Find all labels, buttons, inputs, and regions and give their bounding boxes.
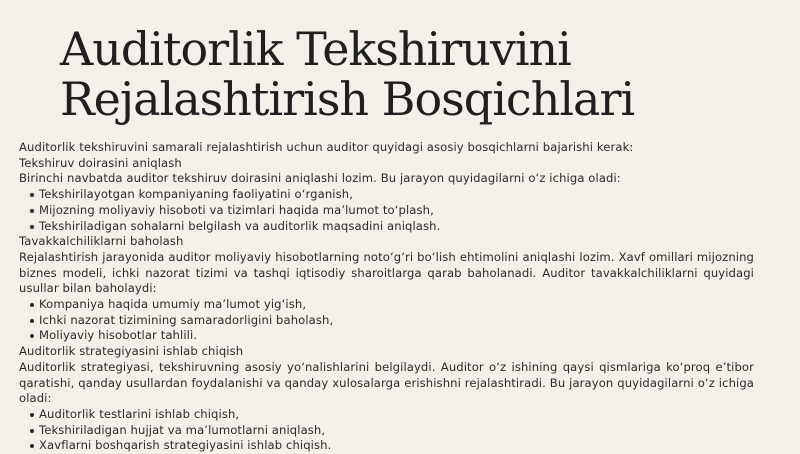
list-item: Xavflarni boshqarish strategiyasini ishlab chiqish. <box>19 438 754 454</box>
list-item: Moliyaviy hisobotlar tahlili. <box>19 328 754 344</box>
list-item: Auditorlik testlarini ishlab chiqish, <box>19 407 754 423</box>
list-item: Ichki nazorat tizimining samaradorligini baholash, <box>19 313 754 329</box>
section-paragraph: Rejalashtirish jarayonida auditor moliyaviy hisobotlarning noto‘g‘ri bo‘lish ehtimolini aniqlashi lozim. Xavf omillari mijozning biznes modeli, ichki nazorat tizimi va tashqi iqtisodiy sharoitlarga qarab baholanadi. Auditor tavakkalchiliklarni quyidagi usullar bilan baholaydi: <box>19 249 754 296</box>
list-item: Mijozning moliyaviy hisoboti va tizimlari haqida ma’lumot to‘plash, <box>19 203 754 219</box>
title-line-1: Auditorlik Tekshiruvini <box>60 22 571 76</box>
bullet-list <box>19 297 754 344</box>
bullet-list <box>19 407 754 454</box>
intro-paragraph: Auditorlik tekshiruvini samarali rejalashtirish uchun auditor quyidagi asosiy bosqichlarni bajarishi kerak: <box>19 140 634 154</box>
section-heading: Tekshiruv doirasini aniqlash <box>19 155 182 170</box>
list-item: Tekshiriladigan sohalarni belgilash va auditorlik maqsadini aniqlash. <box>19 219 754 235</box>
title-line-2: Rejalashtirish Bosqichlari <box>60 72 635 126</box>
section-risk <box>19 234 754 344</box>
section-strategy <box>19 344 754 454</box>
section-heading: Tavakkalchiliklarni baholash <box>19 234 184 249</box>
list-item: Tekshirilayotgan kompaniyaning faoliyatini o‘rganish, <box>19 187 754 203</box>
section-heading: Auditorlik strategiyasini ishlab chiqish <box>19 344 244 359</box>
list-item: Tekshiriladigan hujjat va ma’lumotlarni aniqlash, <box>19 423 754 439</box>
list-item: Kompaniya haqida umumiy ma’lumot yig‘ish, <box>19 297 754 313</box>
bullet-list <box>19 187 754 234</box>
section-paragraph: Birinchi navbatda auditor tekshiruv doirasini aniqlashi lozim. Bu jarayon quyidagilarni o‘z ichiga oladi: <box>19 171 621 186</box>
section-scope <box>19 156 754 235</box>
page-title <box>60 24 634 124</box>
section-paragraph: Auditorlik strategiyasi, tekshiruvning asosiy yo‘nalishlarini belgilaydi. Auditor o‘z ishining qaysi qismlariga ko‘proq e’tibor qaratishi, qanday usullardan foydalanishi va qanday xulosalarga erishishni rejalashtiradi. Bu jarayon quyidagilarni o‘z ichiga oladi: <box>19 359 754 406</box>
content-body <box>19 140 754 454</box>
